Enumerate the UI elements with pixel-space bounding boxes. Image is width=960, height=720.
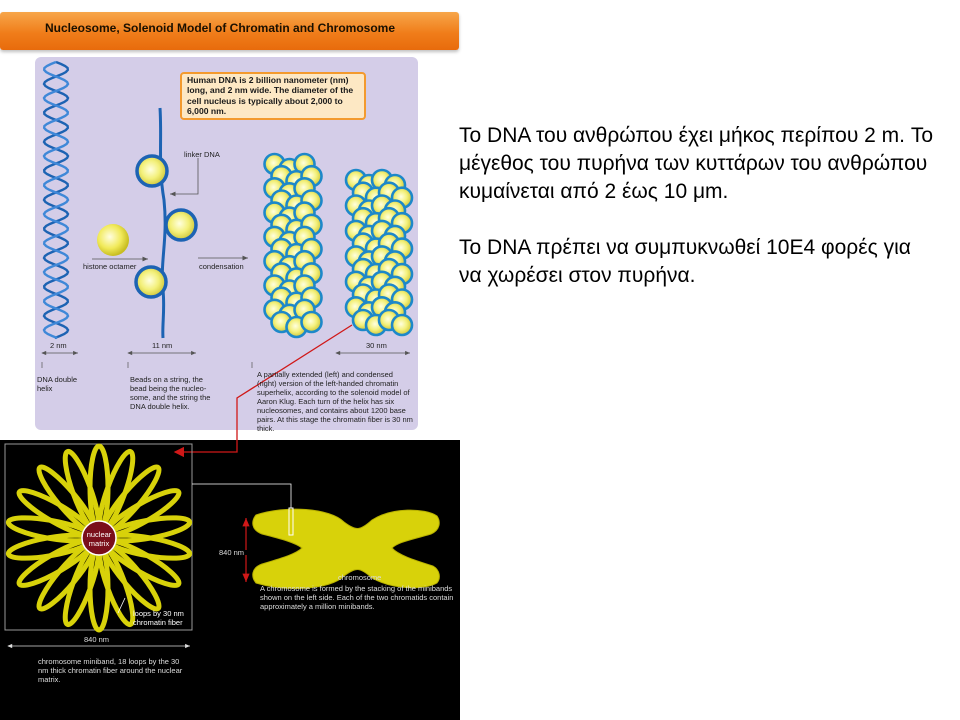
size-11nm-label: 11 nm: [152, 341, 173, 350]
nucleosome-bead: [166, 210, 196, 240]
slide-body-text: Το DNA του ανθρώπου έχει μήκος περίπου 2 m. Το μέγεθος του πυρήνα των κυττάρων του ανθρώπου κυμαίνεται από 2 έως 10 μm. Το DNA πρέπει να συμπυκνωθεί 10Ε4 φορές για να χωρέσει στον πυρήνα.: [459, 124, 934, 287]
slice-leader-line: [192, 484, 291, 508]
nucleosome-bead: [137, 156, 167, 186]
linker-dna-pointer: [170, 158, 198, 194]
solenoid-nucleosome: [392, 315, 412, 335]
beads-on-string: [136, 108, 196, 338]
miniband-caption: chromosome miniband, 18 loops by the 30 nm thick chromatin fiber around the nuclear matrix.: [38, 657, 183, 684]
linker-dna-label: linker DNA: [184, 150, 220, 159]
solenoid-caption: A partially extended (left) and condensed (right) version of the left-handed chromatin superhelix, according to the solenoid model of Aaron Klug. Each turn of the helix has six nucleosomes, and contains about 1200 base pairs. At this stage the chromatin fiber is 30 nm thick.: [257, 370, 413, 433]
dna-length-callout: Human DNA is 2 billion nanometer (nm) long, and 2 nm wide. The diameter of the cell nucleus is typically about 2,000 to 6,000 nm.: [180, 72, 366, 120]
nuclear-matrix-label: nuclear matrix: [86, 530, 112, 548]
solenoid-fibers: [265, 154, 413, 337]
size-840nm-horizontal-label: 840 nm: [84, 635, 110, 644]
figure-title: Nucleosome, Solenoid Model of Chromatin and Chromosome: [45, 21, 396, 35]
size-840nm-vertical-label: 840 nm: [219, 548, 245, 557]
nucleosome-bead: [136, 267, 166, 297]
dna-double-helix: [44, 62, 68, 338]
size-30nm-label: 30 nm: [366, 341, 387, 350]
histone-octamer-label: histone octamer: [83, 262, 137, 271]
chromosome-caption: A chromosome is formed by the stacking of the minibands shown on the left side. Each of the two chromatids contain approximately a million minibands.: [260, 584, 454, 611]
chromosome-label: chromosome: [338, 573, 382, 582]
dna-double-helix-label: DNA double helix: [37, 375, 78, 393]
loops-label: loops by 30 nm chromatin fiber: [133, 609, 184, 627]
loops-pointer: [118, 598, 125, 613]
size-2nm-label: 2 nm: [50, 341, 67, 350]
condensation-label: condensation: [199, 262, 244, 271]
histone-octamer-bead: [97, 224, 129, 256]
solenoid-nucleosome: [302, 312, 322, 332]
beads-caption: Beads on a string, the bead being the nucleo-some, and the string the DNA double helix.: [130, 375, 211, 411]
